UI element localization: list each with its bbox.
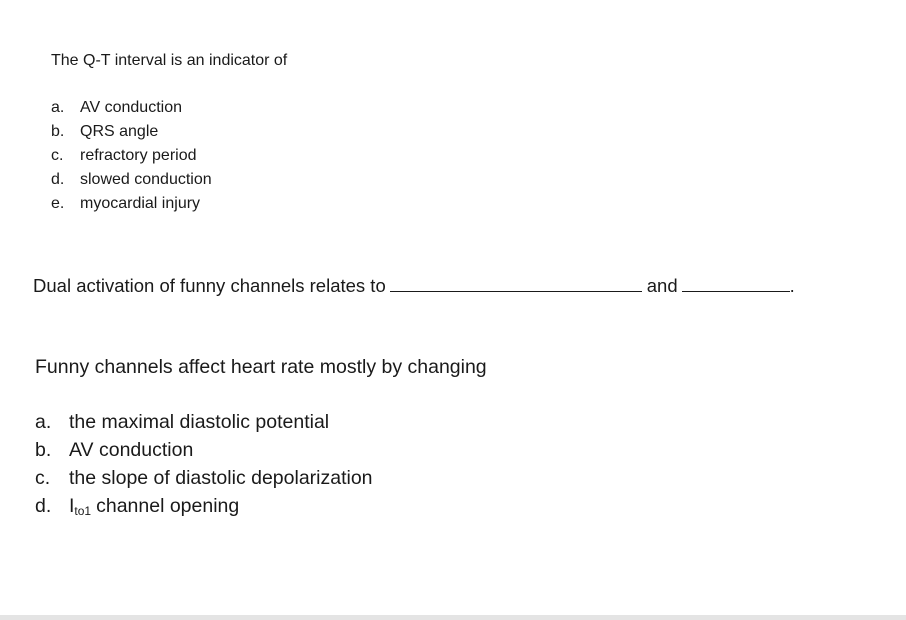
option-text: the slope of diastolic depolarization xyxy=(69,467,373,489)
option-text: slowed conduction xyxy=(80,171,212,188)
option-letter: c. xyxy=(51,147,64,164)
question-1-option-e xyxy=(51,194,212,218)
question-1-options xyxy=(51,98,212,218)
question-3-option-b xyxy=(35,438,373,466)
question-3-stem: Funny channels affect heart rate mostly by changing xyxy=(35,356,487,378)
option-text: QRS angle xyxy=(80,123,159,140)
answer-blank-2 xyxy=(682,272,790,292)
question-1-option-b xyxy=(51,122,212,146)
option-text: channel opening xyxy=(96,495,240,517)
option-letter: c. xyxy=(35,467,51,489)
question-1-stem: The Q-T interval is an indicator of xyxy=(51,52,288,69)
option-text: AV conduction xyxy=(69,439,194,461)
question-2 xyxy=(33,272,795,298)
bottom-edge-bar xyxy=(0,615,906,620)
option-text: the maximal diastolic potential xyxy=(69,411,330,433)
option-letter: b. xyxy=(51,123,65,140)
question-3-options xyxy=(35,410,373,522)
option-text: refractory period xyxy=(80,147,197,164)
current-subscript: to1 xyxy=(74,504,92,518)
question-3-option-c xyxy=(35,466,373,494)
option-letter: d. xyxy=(51,171,65,188)
question-2-end-punctuation: . xyxy=(789,275,795,296)
question-1-option-d xyxy=(51,170,212,194)
question-1-option-a xyxy=(51,98,212,122)
option-letter: a. xyxy=(51,99,65,116)
option-letter: d. xyxy=(35,495,52,517)
current-symbol: I xyxy=(69,495,75,517)
question-1-option-c xyxy=(51,146,212,170)
option-letter: b. xyxy=(35,439,52,461)
option-text: AV conduction xyxy=(80,99,182,116)
option-letter: e. xyxy=(51,195,65,212)
option-letter: a. xyxy=(35,411,52,433)
answer-blank-1 xyxy=(390,272,642,292)
question-2-stem: Dual activation of funny channels relates to xyxy=(33,275,386,296)
question-2-conjunction: and xyxy=(646,275,678,296)
question-3-option-a xyxy=(35,410,373,438)
option-text: myocardial injury xyxy=(80,195,201,212)
question-3-option-d xyxy=(35,494,373,522)
